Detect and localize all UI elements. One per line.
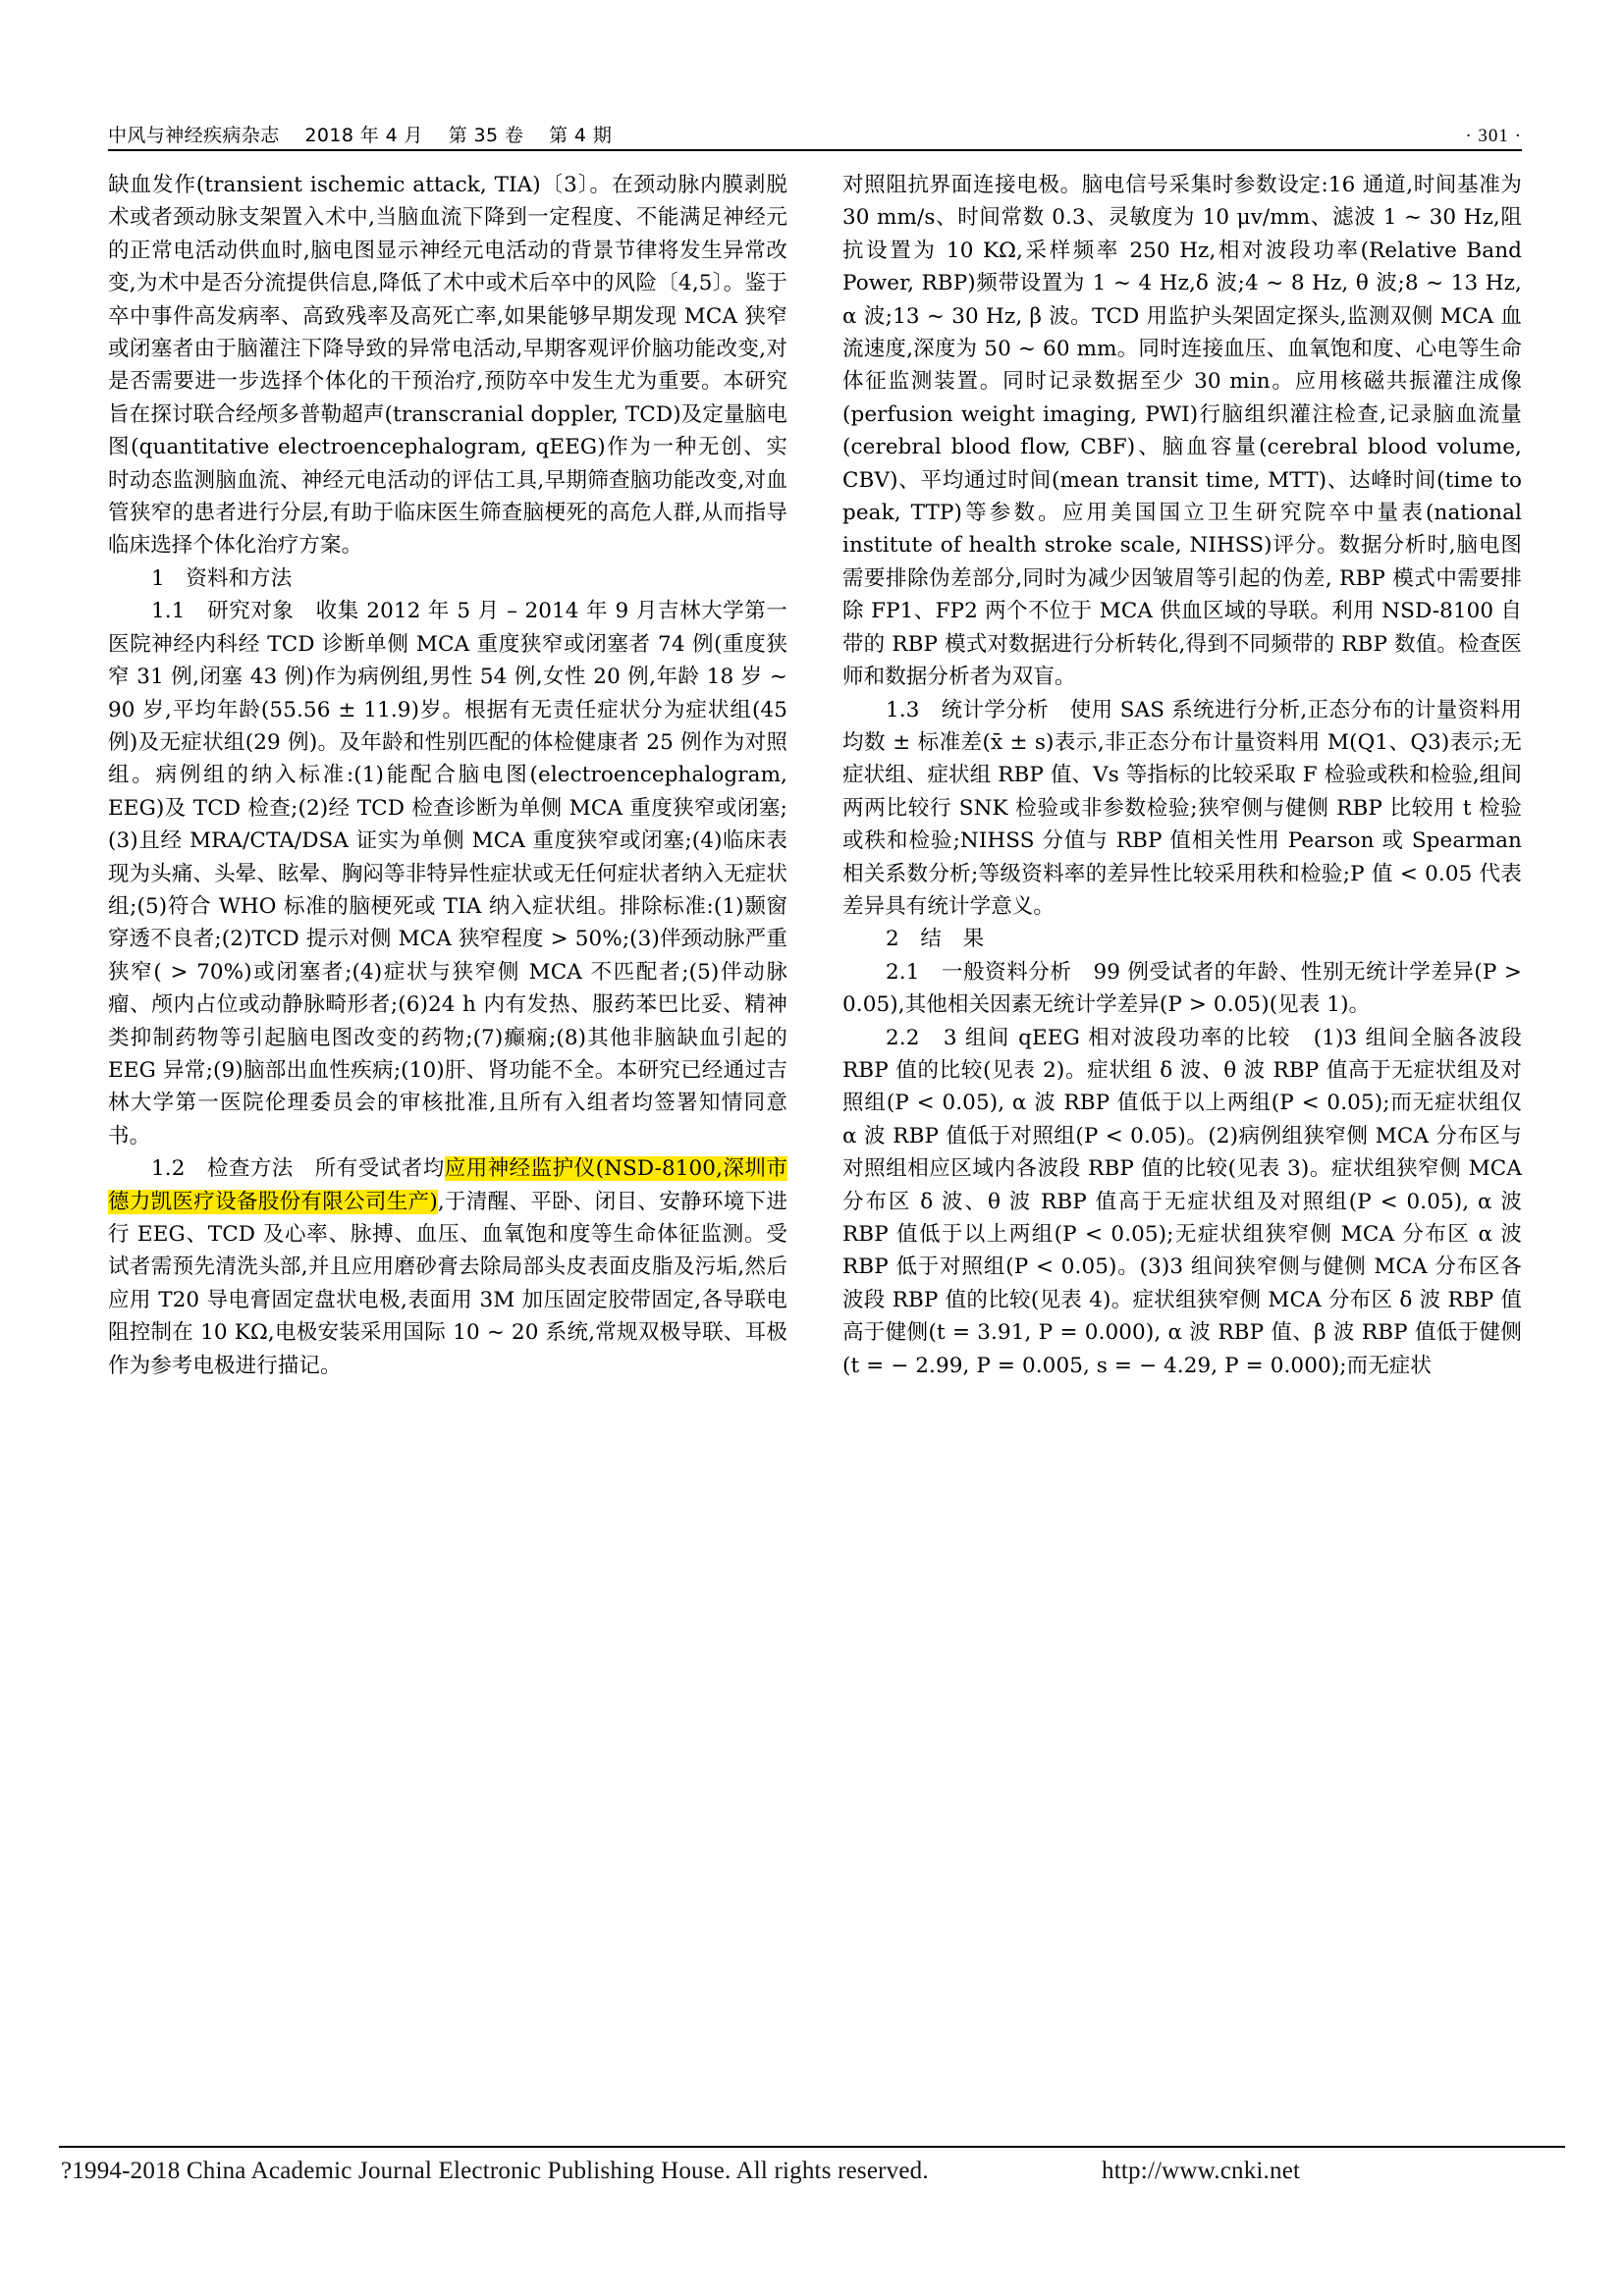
section-2-2-qeeg-comparison: 2.2 3 组间 qEEG 相对波段功率的比较 (1)3 组间全脑各波段 RBP 值的比较(见表 2)。症状组 δ 波、θ 波 RBP 值高于无症状组及对照组(P < 0.05), α 波 RBP 值低于以上两组(P < 0.05);而无症状组仅 α 波 RBP 值低于对照组(P < 0.05)。(2)病例组狭窄侧 MCA 分布区与对照组相应区域内各波段 RBP 值的比较(见表 3)。症状组狭窄侧 MCA 分布区 δ 波、θ 波 RBP 值高于无症状组及对照组(P < 0.05), α 波 RBP 值低于以上两组(P < 0.05);无症状组狭窄侧 MCA 分布区 α 波 RBP 低于对照组(P < 0.05)。(3)3 组间狭窄侧与健侧 MCA 分布区各波段 RBP 值的比较(见表 4)。症状组狭窄侧 MCA 分布区 δ 波 RBP 值高于健侧(t = 3.91, P = 0.000), α 波 RBP 值、β 波 RBP 值低于健侧(t = − 2.99, P = 0.005, s = − 4.29, P = 0.000);而无症状 — [842, 1025, 1522, 1378]
section-1-2-prefix: 1.2 检查方法 所有受试者均 — [151, 1156, 445, 1182]
section-1-2-rest: ,于清醒、平卧、闭目、安静环境下进行 EEG、TCD 及心率、脉搏、血压、血氧饱和度等生命体征监测。受试者需预先清洗头部,并且应用磨砂膏去除局部头皮表面皮脂及污垢,然后应用 T20 导电膏固定盘状电极,表面用 3M 加压固定胶带固定,各导联电阻控制在 10 KΩ,电极安装采用国际 10 ~ 20 系统,常规双极导联、耳极作为参考电极进行描记。 — [108, 1189, 787, 1378]
footer-divider — [59, 2146, 1565, 2148]
copyright-notice: ?1994-2018 China Academic Journal Electronic Publishing House. All rights reserved. — [61, 2158, 929, 2184]
section-1-2-methods — [108, 1152, 787, 1382]
journal-info: 中风与神经疾病杂志 2018 年 4 月 第 35 卷 第 4 期 — [108, 125, 613, 146]
header-divider — [108, 149, 1522, 151]
section-1-3-statistics: 1.3 统计学分析 使用 SAS 系统进行分析,正态分布的计量资料用均数 ± 标准差(x̄ ± s)表示,非正态分布计量资料用 M(Q1、Q3)表示;无症状组、症状组 RBP 值、Vs 等指标的比较采取 F 检验或秩和检验,组间两两比较行 SNK 检验或非参数检验;狭窄侧与健侧 RBP 比较用 t 检验或秩和检验;NIHSS 分值与 RBP 值相关性用 Pearson 或 Spearman 相关系数分析;等级资料率的差异性比较采用秩和检验;P 值 < 0.05 代表差异具有统计学意义。 — [842, 697, 1522, 919]
article-body — [108, 169, 1522, 1382]
page-number: · 301 · — [1465, 126, 1522, 146]
section-1-1-subjects: 1.1 研究对象 收集 2012 年 5 月 – 2014 年 9 月吉林大学第一医院神经内科经 TCD 诊断单侧 MCA 重度狭窄或闭塞者 74 例(重度狭窄 31 例,闭塞 43 例)作为病例组,男性 54 例,女性 20 例,年龄 18 岁 ~ 90 岁,平均年龄(55.56 ± 11.9)岁。根据有无责任症状分为症状组(45 例)及无症状组(29 例)。及年龄和性别匹配的体检健康者 25 例作为对照组。病例组的纳入标准:(1)能配合脑电图(electroencephalogram, EEG)及 TCD 检查;(2)经 TCD 检查诊断为单侧 MCA 重度狭窄或闭塞;(3)且经 MRA/CTA/DSA 证实为单侧 MCA 重度狭窄或闭塞;(4)临床表现为头痛、头晕、眩晕、胸闷等非特异性症状或无任何症状者纳入无症状组;(5)符合 WHO 标准的脑梗死或 TIA 纳入症状组。排除标准:(1)颞窗穿透不良者;(2)TCD 提示对侧 MCA 狭窄程度 > 50%;(3)伴颈动脉严重狭窄( > 70%)或闭塞者;(4)症状与狭窄侧 MCA 不匹配者;(5)伴动脉瘤、颅内占位或动静脉畸形者;(6)24 h 内有发热、服药苯巴比妥、精神类抑制药物等引起脑电图改变的药物;(7)癫痫;(8)其他非脑缺血引起的 EEG 异常;(9)脑部出血性疾病;(10)肝、肾功能不全。本研究已经通过吉林大学第一医院伦理委员会的审核批准,且所有入组者均签署知情同意书。 — [108, 599, 787, 1148]
section-heading-1: 1 资料和方法 — [151, 565, 293, 591]
right-column — [842, 169, 1522, 1382]
highlight-manufacturer: 深圳市德力凯医疗设备股份有限公司生产) — [108, 1156, 787, 1214]
paragraph-intro-continued: 缺血发作(transient ischemic attack, TIA)〔3〕。在颈动脉内膜剥脱术或者颈动脉支架置入术中,当脑血流下降到一定程度、不能满足神经元的正常电活动供血时,脑电图显示神经元电活动的背景节律将发生异常改变,为术中是否分流提供信息,降低了术中或术后卒中的风险〔4,5〕。鉴于卒中事件高发病率、高致残率及高死亡率,如果能够早期发现 MCA 狭窄或闭塞者由于脑灌注下降导致的异常电活动,早期客观评价脑功能改变,对是否需要进一步选择个体化的干预治疗,预防卒中发生尤为重要。本研究旨在探讨联合经颅多普勒超声(transcranial doppler, TCD)及定量脑电图(quantitative electroencephalogram, qEEG)作为一种无创、实时动态监测脑血流、神经元电活动的评估工具,早期筛查脑功能改变,对血管狭窄的患者进行分层,有助于临床医生筛查脑梗死的高危人群,从而指导临床选择个体化治疗方案。 — [108, 173, 787, 559]
section-2-1-general-data: 2.1 一般资料分析 99 例受试者的年龄、性别无统计学差异(P > 0.05),其他相关因素无统计学差异(P > 0.05)(见表 1)。 — [842, 959, 1522, 1018]
cnki-url[interactable]: http://www.cnki.net — [1102, 2158, 1301, 2184]
section-heading-2: 2 结 果 — [886, 927, 985, 952]
highlight-device-name: 应用神经监护仪(NSD-8100, — [444, 1156, 724, 1182]
left-column — [108, 169, 787, 1382]
paragraph-methods-continued: 对照阻抗界面连接电极。脑电信号采集时参数设定:16 通道,时间基准为 30 mm/s、时间常数 0.3、灵敏度为 10 μv/mm、滤波 1 ~ 30 Hz,阻抗设置为 10 KΩ,采样频率 250 Hz,相对波段功率(Relative Band Power, RBP)频带设置为 1 ~ 4 Hz,δ 波;4 ~ 8 Hz, θ 波;8 ~ 13 Hz, α 波;13 ~ 30 Hz, β 波。TCD 用监护头架固定探头,监测双侧 MCA 血流速度,深度为 50 ~ 60 mm。同时连接血压、血氧饱和度、心电等生命体征监测装置。同时记录数据至少 30 min。应用核磁共振灌注成像(perfusion weight imaging, PWI)行脑组织灌注检查,记录脑血流量(cerebral blood flow, CBF)、脑血容量(cerebral blood volume, CBV)、平均通过时间(mean transit time, MTT)、达峰时间(time to peak, TTP)等参数。应用美国国立卫生研究院卒中量表(national institute of health stroke scale, NIHSS)评分。数据分析时,脑电图需要排除伪差部分,同时为减少因皱眉等引起的伪差, RBP 模式中需要排除 FP1、FP2 两个不位于 MCA 供血区域的导联。利用 NSD-8100 自带的 RBP 模式对数据进行分析转化,得到不同频带的 RBP 数值。检查医师和数据分析者为双盲。 — [842, 173, 1522, 690]
page-header — [108, 108, 1522, 147]
